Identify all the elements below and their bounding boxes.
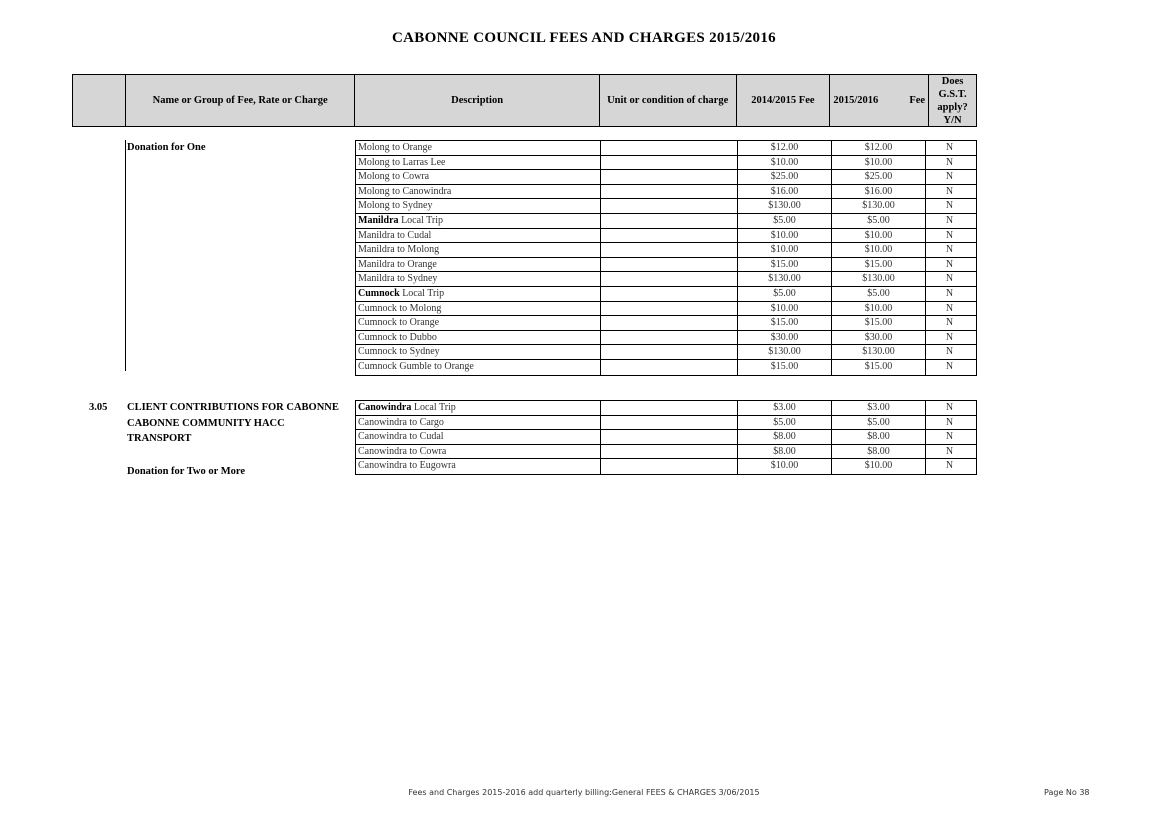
table-row [356,445,976,460]
fee-prev-cell: $12.00 [738,141,832,155]
fee-curr-cell: $15.00 [832,316,926,330]
table-row [356,170,976,185]
gst-cell: N [945,346,954,358]
description-text: Molong to Sydney [358,200,433,212]
description-text: Local Trip [399,287,445,299]
unit-cell [601,345,738,359]
description-text: Canowindra to Eugowra [358,460,456,472]
table-row [356,214,976,229]
table-row [356,316,976,331]
fee-curr-cell: $5.00 [832,287,926,301]
fee-prev-cell: $30.00 [738,331,832,345]
fee-curr-cell: $10.00 [832,459,926,474]
header-fee-prev: 2014/2015 Fee [737,75,831,126]
fee-prev-cell: $15.00 [738,258,832,272]
header-fee-curr [830,75,929,126]
table-row [356,243,976,258]
section1-table [355,140,977,376]
description-cell [356,445,601,459]
gst-cell: N [945,244,954,256]
fee-curr-cell: $5.00 [832,416,926,430]
unit-cell [601,331,738,345]
description-cell [356,316,601,330]
unit-cell [601,170,738,184]
description-cell [356,345,601,359]
fee-curr-cell: $10.00 [832,156,926,170]
table-row [356,345,976,360]
gst-cell: N [945,416,954,428]
section2-group-line3: TRANSPORT [127,433,192,444]
gst-cell: N [945,229,954,241]
unit-cell [601,287,738,301]
description-text: Molong to Orange [358,142,432,153]
description-cell [356,331,601,345]
fee-curr-cell: $5.00 [832,214,926,228]
table-row [356,302,976,317]
unit-cell [601,401,738,415]
fee-curr-cell: $12.00 [832,141,926,155]
section2-number: 3.05 [89,402,108,413]
table-row [356,141,976,156]
section2-table [355,400,977,475]
fee-curr-cell: $10.00 [832,229,926,243]
fee-curr-cell: $130.00 [832,199,926,213]
table-row [356,258,976,273]
unit-cell [601,243,738,257]
gst-cell: N [945,360,954,372]
table-row [356,416,976,431]
fee-curr-cell: $130.00 [832,345,926,359]
unit-cell [601,416,738,430]
unit-cell [601,445,738,459]
gst-cell: N [945,258,954,270]
description-cell [356,287,601,301]
fee-prev-cell: $25.00 [738,170,832,184]
fee-prev-cell: $10.00 [738,229,832,243]
gst-cell: N [945,460,954,472]
gst-cell: N [945,445,954,457]
unit-cell [601,258,738,272]
gst-cell: N [945,200,954,212]
page-title: CABONNE COUNCIL FEES AND CHARGES 2015/2016 [392,30,776,46]
description-text: Canowindra to Cargo [358,416,444,428]
fee-curr-cell: $30.00 [832,331,926,345]
description-text: Cumnock Gumble to Orange [358,360,474,372]
fee-prev-cell: $15.00 [738,316,832,330]
page-number: Page No 38 [1044,788,1090,797]
table-row [356,459,976,474]
header-fee-curr-label: Fee [909,95,926,106]
unit-cell [601,199,738,213]
description-cell [356,258,601,272]
table-row [356,430,976,445]
unit-cell [601,214,738,228]
description-cell [356,302,601,316]
gst-cell: N [945,156,954,168]
table-row [356,272,976,287]
gst-cell: N [945,402,954,413]
fee-prev-cell: $5.00 [738,287,832,301]
table-row [356,185,976,200]
fee-prev-cell: $10.00 [738,156,832,170]
description-cell [356,243,601,257]
table-row [356,229,976,244]
unit-cell [601,360,738,375]
location-name: Manildra [358,214,399,226]
description-text: Local Trip [411,402,456,413]
header-gst: Does G.S.T. apply? Y/N [937,75,968,126]
table-row [356,360,976,375]
fee-prev-cell: $8.00 [738,430,832,444]
table-row [356,287,976,302]
description-text: Molong to Cowra [358,171,430,183]
unit-cell [601,430,738,444]
unit-cell [601,229,738,243]
description-text: Manildra to Cudal [358,229,432,241]
section1-left-border [125,140,126,371]
description-text: Canowindra to Cowra [358,445,447,457]
fee-curr-cell: $8.00 [832,445,926,459]
gst-cell: N [945,431,954,443]
table-row [356,331,976,346]
fee-prev-cell: $130.00 [738,199,832,213]
description-text: Manildra to Molong [358,244,440,256]
gst-cell: N [945,171,954,183]
fee-prev-cell: $130.00 [738,345,832,359]
gst-cell: N [945,142,954,153]
description-cell [356,459,601,474]
fee-prev-cell: $130.00 [738,272,832,286]
fee-prev-cell: $8.00 [738,445,832,459]
location-name: Canowindra [358,402,412,413]
gst-cell: N [945,273,954,285]
section2-group-line2: CABONNE COMMUNITY HACC [127,418,285,429]
description-text: Manildra to Sydney [358,273,438,285]
fee-prev-cell: $10.00 [738,459,832,474]
description-cell [356,272,601,286]
description-cell [356,185,601,199]
description-text: Cumnock to Dubbo [358,331,437,343]
gst-cell: N [945,185,954,197]
description-cell [356,229,601,243]
unit-cell [601,302,738,316]
unit-cell [601,185,738,199]
table-row [356,199,976,214]
gst-cell: N [945,287,954,299]
unit-cell [601,459,738,474]
header-fee-curr-year: 2015/2016 [833,95,879,106]
fee-prev-cell: $5.00 [738,416,832,430]
unit-cell [601,272,738,286]
fee-prev-cell: $10.00 [738,302,832,316]
fee-prev-cell: $15.00 [738,360,832,375]
description-text: Canowindra to Cudal [358,431,444,443]
description-text: Molong to Canowindra [358,185,452,197]
fee-curr-cell: $15.00 [832,258,926,272]
section2-group-line1: CLIENT CONTRIBUTIONS FOR CABONNE [127,402,339,413]
description-text: Molong to Larras Lee [358,156,446,168]
unit-cell [601,316,738,330]
header-description: Description [355,75,599,126]
location-name: Cumnock [358,287,400,299]
description-cell [356,416,601,430]
fee-prev-cell: $10.00 [738,243,832,257]
description-cell [356,430,601,444]
fee-curr-cell: $3.00 [832,401,926,415]
gst-cell: N [945,214,954,226]
table-header [72,74,977,127]
description-text: Cumnock to Sydney [358,346,440,358]
page-footer: Fees and Charges 2015-2016 add quarterly billing:General FEES & CHARGES 3/06/2015 [408,788,760,797]
fee-curr-cell: $10.00 [832,302,926,316]
section1-group-label: Donation for One [127,142,206,153]
unit-cell [601,141,738,155]
gst-cell: N [945,317,954,329]
fee-prev-cell: $3.00 [738,401,832,415]
table-row [356,156,976,171]
description-text: Cumnock to Molong [358,302,442,314]
fee-curr-cell: $8.00 [832,430,926,444]
fee-prev-cell: $5.00 [738,214,832,228]
description-cell [356,401,601,415]
table-row [356,401,976,416]
header-number-cell [73,75,126,126]
header-name: Name or Group of Fee, Rate or Charge [126,75,355,126]
gst-cell: N [945,331,954,343]
unit-cell [601,156,738,170]
fee-curr-cell: $15.00 [832,360,926,375]
fee-curr-cell: $10.00 [832,243,926,257]
description-text: Local Trip [398,214,444,226]
fee-curr-cell: $16.00 [832,185,926,199]
description-text: Cumnock to Orange [358,317,440,329]
fee-prev-cell: $16.00 [738,185,832,199]
description-text: Manildra to Orange [358,258,437,270]
gst-cell: N [945,302,954,314]
description-cell [356,360,601,375]
fee-curr-cell: $130.00 [832,272,926,286]
description-cell [356,141,601,155]
description-cell [356,170,601,184]
section2-group-sub: Donation for Two or More [127,466,246,477]
header-unit: Unit or condition of charge [600,75,737,126]
description-cell [356,214,601,228]
fee-curr-cell: $25.00 [832,170,926,184]
description-cell [356,156,601,170]
description-cell [356,199,601,213]
